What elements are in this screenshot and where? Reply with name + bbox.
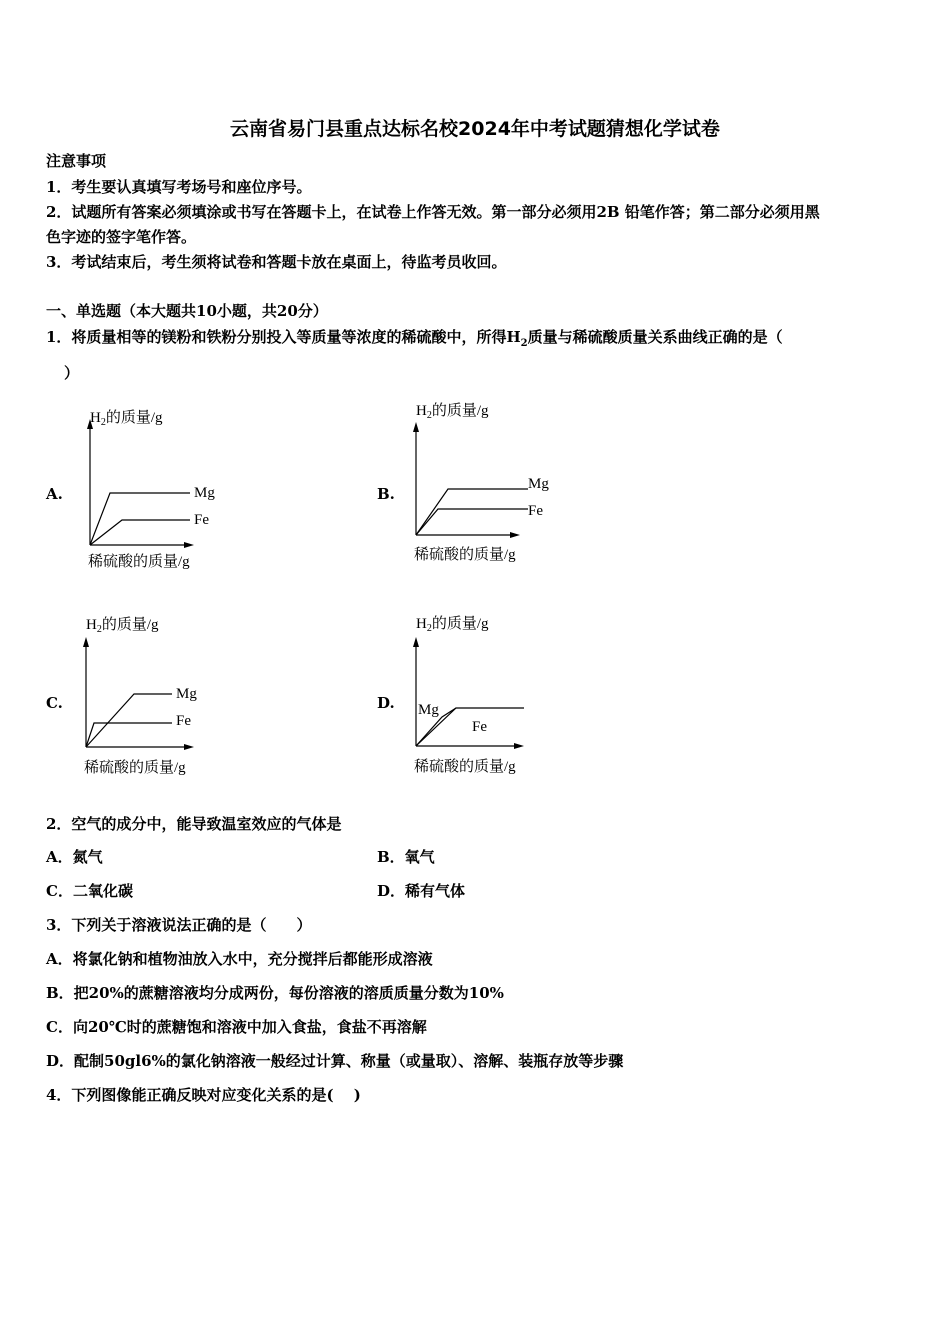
notice-item: 3．考试结束后，考生须将试卷和答题卡放在桌面上，待监考员收回。 [46,253,507,271]
question-3-stem: 3．下列关于溶液说法正确的是（ ） [46,916,312,934]
series-label-mg: Mg [176,686,197,702]
question-1-stem-part-a: 1．将质量相等的镁粉和铁粉分别投入等质量等浓度的稀硫酸中，所得H [46,328,521,346]
question-4-stem: 4．下列图像能正确反映对应变化关系的是( ) [46,1086,361,1104]
question-2-option: A．氮气 [46,848,103,866]
question-2-option: D．稀有气体 [377,882,466,900]
question-1-stem-subscript: 2 [520,338,528,349]
option-a-label: A. [46,485,63,503]
question-2-option: B．氧气 [377,848,435,866]
option-d-label: D. [377,694,395,712]
x-axis-label: 稀硫酸的质量/g [84,760,186,776]
curve-fe [90,520,190,545]
graph-a [80,400,280,585]
question-1-stem-part-b: 质量与稀硫酸质量关系曲线正确的是（ [527,328,783,346]
y-axis-label: $H_2$的质量/g [416,616,489,634]
x-axis-label: 稀硫酸的质量/g [414,759,516,775]
question-3-option: A．将氯化钠和植物油放入水中，充分搅拌后都能形成溶液 [46,950,433,968]
question-1-stem-end: ） [64,364,80,382]
page-title: 云南省易门县重点达标名校2024年中考试题猜想化学试卷 [230,118,720,140]
y-axis-label: $H_2$的质量/g [86,617,159,635]
notice-item: 1．考生要认真填写考场号和座位序号。 [46,178,312,196]
notice-item: 色字迹的签字笔作答。 [46,228,197,246]
x-axis-label: 稀硫酸的质量/g [414,547,516,563]
y-axis-label: $H_2$的质量/g [416,403,489,421]
question-3-option: B．把20%的蔗糖溶液均分成两份，每份溶液的溶质质量分数为10% [46,984,504,1002]
notice-item: 2．试题所有答案必须填涂或书写在答题卡上，在试卷上作答无效。第一部分必须用2B 铅笔作答；第二部分必须用黑 [46,203,820,221]
section-heading: 一、单选题（本大题共10小题，共20分） [46,302,328,320]
series-label-fe: Fe [176,713,191,729]
question-3-option: D．配制50gl6%的氯化钠溶液一般经过计算、称量（或量取）、溶解、装瓶存放等步骤 [46,1052,624,1070]
curve-mg [416,489,528,535]
x-axis-label: 稀硫酸的质量/g [88,554,190,570]
curve-fe [86,723,172,747]
graph-d [406,605,606,790]
question-1-stem [46,328,783,350]
series-label-mg: Mg [528,476,549,492]
curve-mg [86,694,172,747]
y-axis-label: $H_2$的质量/g [90,410,163,428]
option-b-label: B. [377,485,395,503]
curve-mg [90,493,190,545]
option-c-label: C. [46,694,63,712]
curve-fe [416,509,528,535]
question-2-option: C．二氧化碳 [46,882,133,900]
graph-c [76,605,276,790]
series-label-fe: Fe [528,503,543,519]
series-label-mg: Mg [418,702,439,718]
question-3-option: C．向20℃时的蔗糖饱和溶液中加入食盐，食盐不再溶解 [46,1018,427,1036]
series-label-fe: Fe [472,719,487,735]
notice-heading: 注意事项 [46,152,107,170]
question-2-stem: 2．空气的成分中，能导致温室效应的气体是 [46,815,342,833]
graph-b [406,393,606,578]
series-label-mg: Mg [194,485,215,501]
series-label-fe: Fe [194,512,209,528]
